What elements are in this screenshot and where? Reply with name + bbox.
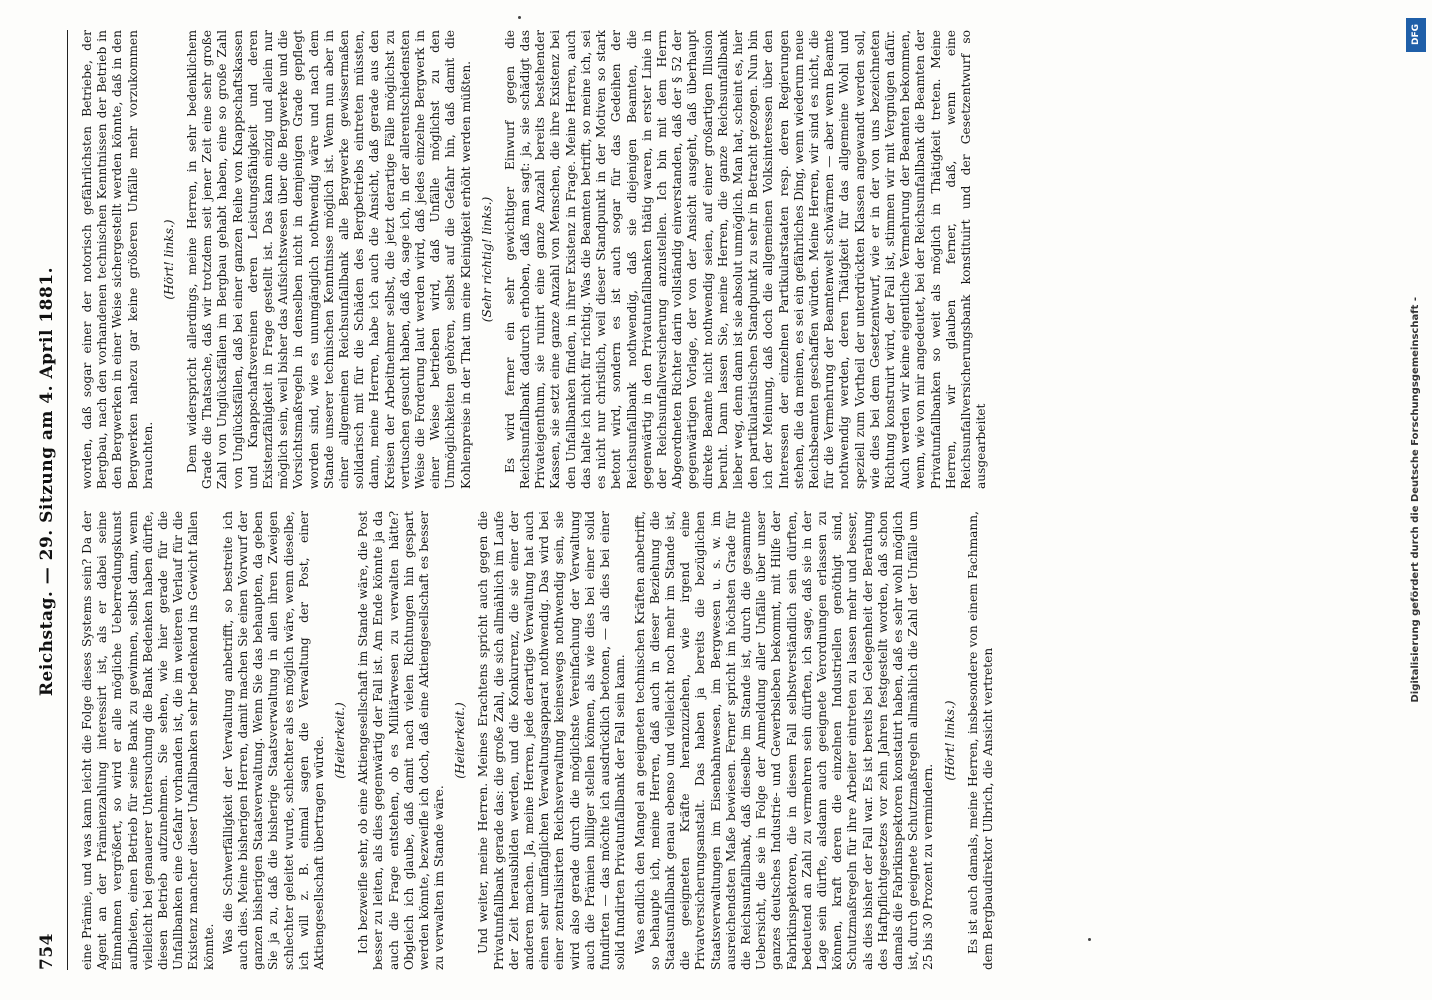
header-rule (67, 30, 68, 970)
scan-speck (1088, 938, 1091, 941)
paragraph: Was endlich den Mangel an geeigneten technischen Kräften anbetrifft, so behaupte ich, meine Herren, daß auch in dieser Beziehung die Staatsunfallbank genau ebenso und vielleicht noch mehr im Stande ist, die geeigneten Kräfte heranzuziehen, wie irgend eine Privatversicherungsanstalt. Das haben ja bereits die bezüglichen Staatsverwaltungen im Eisenbahnwesen, im Bergwesen u. s. w. im ausreichendsten Maße bewiesen. Ferner spricht im höchsten Grade für die Reichsunfallbank, daß dieselbe im Stande ist, durch die gesammte Uebersicht, die sie in Folge der Anmeldung aller Unfälle über unser ganzes deutsches Industrie- und Gewerbsleben bekommt, mit Hilfe der Fabrikinspektoren, die in diesem Fall selbstverständlich sein dürften, bedeutend an Zahl zu vermehren sein dürften, ich sage, daß sie in der Lage sein dürfte, alsdann auch geeignete Verordnungen erlassen zu können, kraft deren die einzelnen Industriellen genöthigt sind, Schutzmaßregeln für ihre Arbeiter eintreten zu lassen mehr und besser, als dies bisher der Fall war. Es ist bereits bei Gelegenheit der Berathung des Haftpflichtgesetzes vor zehn Jahren festgestellt worden, daß schon damals die Fabrikinspektoren konstatirt haben, daß es sehr wohl möglich ist, durch geeignete Schutzmaßregeln allmählich die Zahl der Unfälle um 25 bis 30 Prozent zu vermindern. (632, 511, 936, 970)
page-title: Reichstag. — 29. Sitzung am 4. April 1881. (37, 266, 57, 697)
paragraph: Es wird ferner ein sehr gewichtiger Einwurf gegen die Reichsunfallbank dadurch erhoben, daß man sagt: ja, sie schädigt das Privateigenthum, sie ruinirt eine ganze Anzahl bereits bestehender Kassen, sie setzt eine ganze Anzahl von Menschen, die ihre Existenz bei den Unfallbanken finden, in ihrer Existenz in Frage. Meine Herren, auch das halte ich nicht für richtig. Was die Beamten betrifft, so meine ich, sei es nicht nur christlich, weil dieser Standpunkt in der Motiven so stark betont wird, sondern es ist auch sogar für das Gedeihen der Reichsunfallbank nothwendig, daß sie diejenigen Beamten, die gegenwärtig in den Privatunfallbanken thätig waren, in erster Linie in der Reichsunfallversicherung anzustellen. Ich bin mit dem Herrn Abgeordneten Richter darin vollständig einverstanden, daß der § 52 der gegenwärtigen Vorlage, der von der Ansicht ausgeht, daß überhaupt direkte Beamte nicht nothwendig seien, auf einer großartigen Illusion beruht. Dann lassen Sie, meine Herren, die ganze Reichsunfallbank lieber weg, denn dann ist sie absolut unmöglich. Man hat, scheint es, hier den partikularistischen Standpunkt zu sehr in Betracht gezogen. Nun bin ich der Meinung, daß doch die allgemeinen Volksinteressen über den Interessen der einzelnen Partikularstaaten resp. deren Regierungen stehen, die da meinen, es sei ein gefährliches Ding, wenn wiederum neue Reichsbeamten geschaffen würden. Meine Herren, wir sind es nicht, die für die Vermehrung der Beamtenwelt schwärmen — aber wenn Beamte nothwendig werden, deren Thätigkeit für das allgemeine Wohl und speziell zum Vortheil der unterdrückten Klassen angewandt werden soll, wie dies bei dem Gesetzentwurf, wie er in der von uns bezeichneten Richtung konstruirt wird, der Fall ist, stimmen wir mit Vergnügen dafür. Auch werden wir keine eigentliche Vermehrung der Beamten bekommen, wenn, wie von mir angedeutet, bei der Reichsunfallbank die Beamten der Privatunfallbanken so weit als möglich in Thätigkeit treten. Meine Herren, wir glauben ferner, daß, wenn eine Reichsunfallversicherungsbank konstituirt und der Gesetzentwurf so ausgearbeitet (502, 30, 989, 489)
paragraph: Es ist auch damals, meine Herren, insbesondere von einem Fachmann, dem Bergbaudirektor Ulbrich, die Ansicht vertreten (965, 511, 995, 970)
text-columns (80, 30, 1360, 970)
running-header (32, 30, 62, 970)
interjection: (Heiterkeit.) (333, 702, 348, 779)
right-column (80, 30, 1360, 489)
page-number: 754 (37, 933, 57, 970)
digitization-note: Digitalisierung gefördert durch die Deutsche Forschungsgemeinschaft - (1409, 297, 1421, 703)
left-column (80, 511, 1360, 970)
paragraph: Ich bezweifle sehr, ob eine Aktiengesellschaft im Stande wäre, die Post besser zu leiten, als dies gegenwärtig der Fall ist. Am Ende könnte ja da auch die Frage entstehen, ob es Militärwesen zu verwalten hätte? Obgleich ich glaube, daß damit nach vielen Richtungen hin gespart werden könnte, bezweifle ich doch, daß eine Aktiengesellschaft es besser zu verwalten im Stande wäre. (356, 511, 447, 970)
dfg-logo-text: DFG (1411, 24, 1421, 46)
paragraph: eine Prämie, und was kann leicht die Folge dieses Systems sein? Da der Agent an der Prämienzahlung interessirt ist, als er dabei seine Einnahmen vergrößert, so wird er alle mögliche Ueberredungskunst aufbieten, einen Betrieb für seine Bank zu gewinnen, selbst dann, wenn vielleicht bei genauerer Untersuchung die Bank Bedenken haben dürfte, diesen Betrieb aufzunehmen. Sie sehen, wie hier gerade für die Unfallbanken eine Gefahr vorhanden ist, die im weiteren Verlauf für die Existenz mancher dieser Unfallbanken sehr bedenkend ins Gewicht fallen könnte. (80, 511, 216, 970)
interjection: (Hört! links.) (942, 700, 957, 781)
interjection: (Heiterkeit.) (453, 702, 468, 779)
scan-speck (518, 16, 521, 19)
digitization-sidebar (1402, 20, 1428, 980)
paragraph: Dem widerspricht allerdings, meine Herren, in sehr bedenklichem Grade die Thatsache, daß wir trotzdem seit jener Zeit eine sehr große Zahl von Unglücksfällen im Bergbau gehabt haben, eine so große Zahl von Unglücksfällen, daß bei einer ganzen Reihe von Knappschaftskassen und Knappschaftsvereinen deren Leistungsfähigkeit und deren Existenzfähigkeit in Frage gestellt ist. Das kann einzig und allein nur möglich sein, weil bisher das Aufsichtswesen über die Bergwerke und die Vorsichtsmaßregeln in denselben nicht in demjenigen Grade gepflegt worden sind, wie es unumgänglich nothwendig wäre und nach dem Stande unserer technischen Kenntnisse möglich ist. Wenn nun aber in einer allgemeinen Reichsunfallbank alle Bergwerke gewissermaßen solidarisch mit für die Schäden des Bergbetriebs eintreten müssten, dann, meine Herren, habe ich auch die Ansicht, daß gerade aus den Kreisen der Arbeitnehmer selbst, die jetzt derartige Fälle möglichst zu vertuschen gesucht haben, daß da, sage ich, in der allerentschiedensten Weise die Forderung laut werden wird, daß jedes einzelne Bergwerk in einer Weise betrieben wird, daß Unfälle möglichst zu den Unmöglichkeiten gehören, selbst auf die Gefahr hin, daß damit die Kohlenpreise in der That um eine Kleinigkeit erhöht werden müßten. (185, 30, 473, 489)
interjection: (Hört! links.) (162, 219, 177, 300)
paragraph: worden, daß sogar einer der notorisch gefährlichsten Betriebe, der Bergbau, nach den vorhandenen technischen Kenntnissen der Betrieb in den Bergwerken in einer Weise sichergestellt werden könnte, daß in den Bergwerken nahezu gar keine größeren Unfälle mehr vorzukommen brauchten. (80, 30, 155, 489)
paragraph: Und weiter, meine Herren. Meines Erachtens spricht auch gegen die Privatunfallbank gerade das: die große Zahl, die sich allmählich im Laufe der Zeit herausbilden werden, und die Konkurrenz, die sie einer der anderen machen. Ja, meine Herren, jede derartige Verwaltung hat auch einen sehr umfänglichen Verwaltungsapparat nothwendig. Das wird bei einer zentralisirten Reichsverwaltung keineswegs nothwendig sein, sie wird also gerade durch die möglichste Vereinfachung der Verwaltung auch die Prämien billiger stellen können, als wie dies bei einer solid fundirten — das möchte ich ausdrücklich betonen, — als dies bei einer solid fundirten Privatunfallbank der Fall sein kann. (476, 511, 628, 970)
interjection: (Sehr richtig! links.) (479, 196, 494, 323)
paragraph: Was die Schwerfälligkeit der Verwaltung anbetrifft, so bestreite ich auch dies. Meine bisherigen Herren, damit machen Sie einen Vorwurf der ganzen bisherigen Staatsverwaltung. Wenn Sie das behaupten, da geben Sie ja zu, daß die bisherige Staatsverwaltung in allen ihren Zweigen schlechter geleitet wurde, schlechter als es möglich wäre, wenn dieselbe, ich will z. B. einmal sagen die Verwaltung der Post, einer Aktiengesellschaft übertragen würde. (220, 511, 327, 970)
